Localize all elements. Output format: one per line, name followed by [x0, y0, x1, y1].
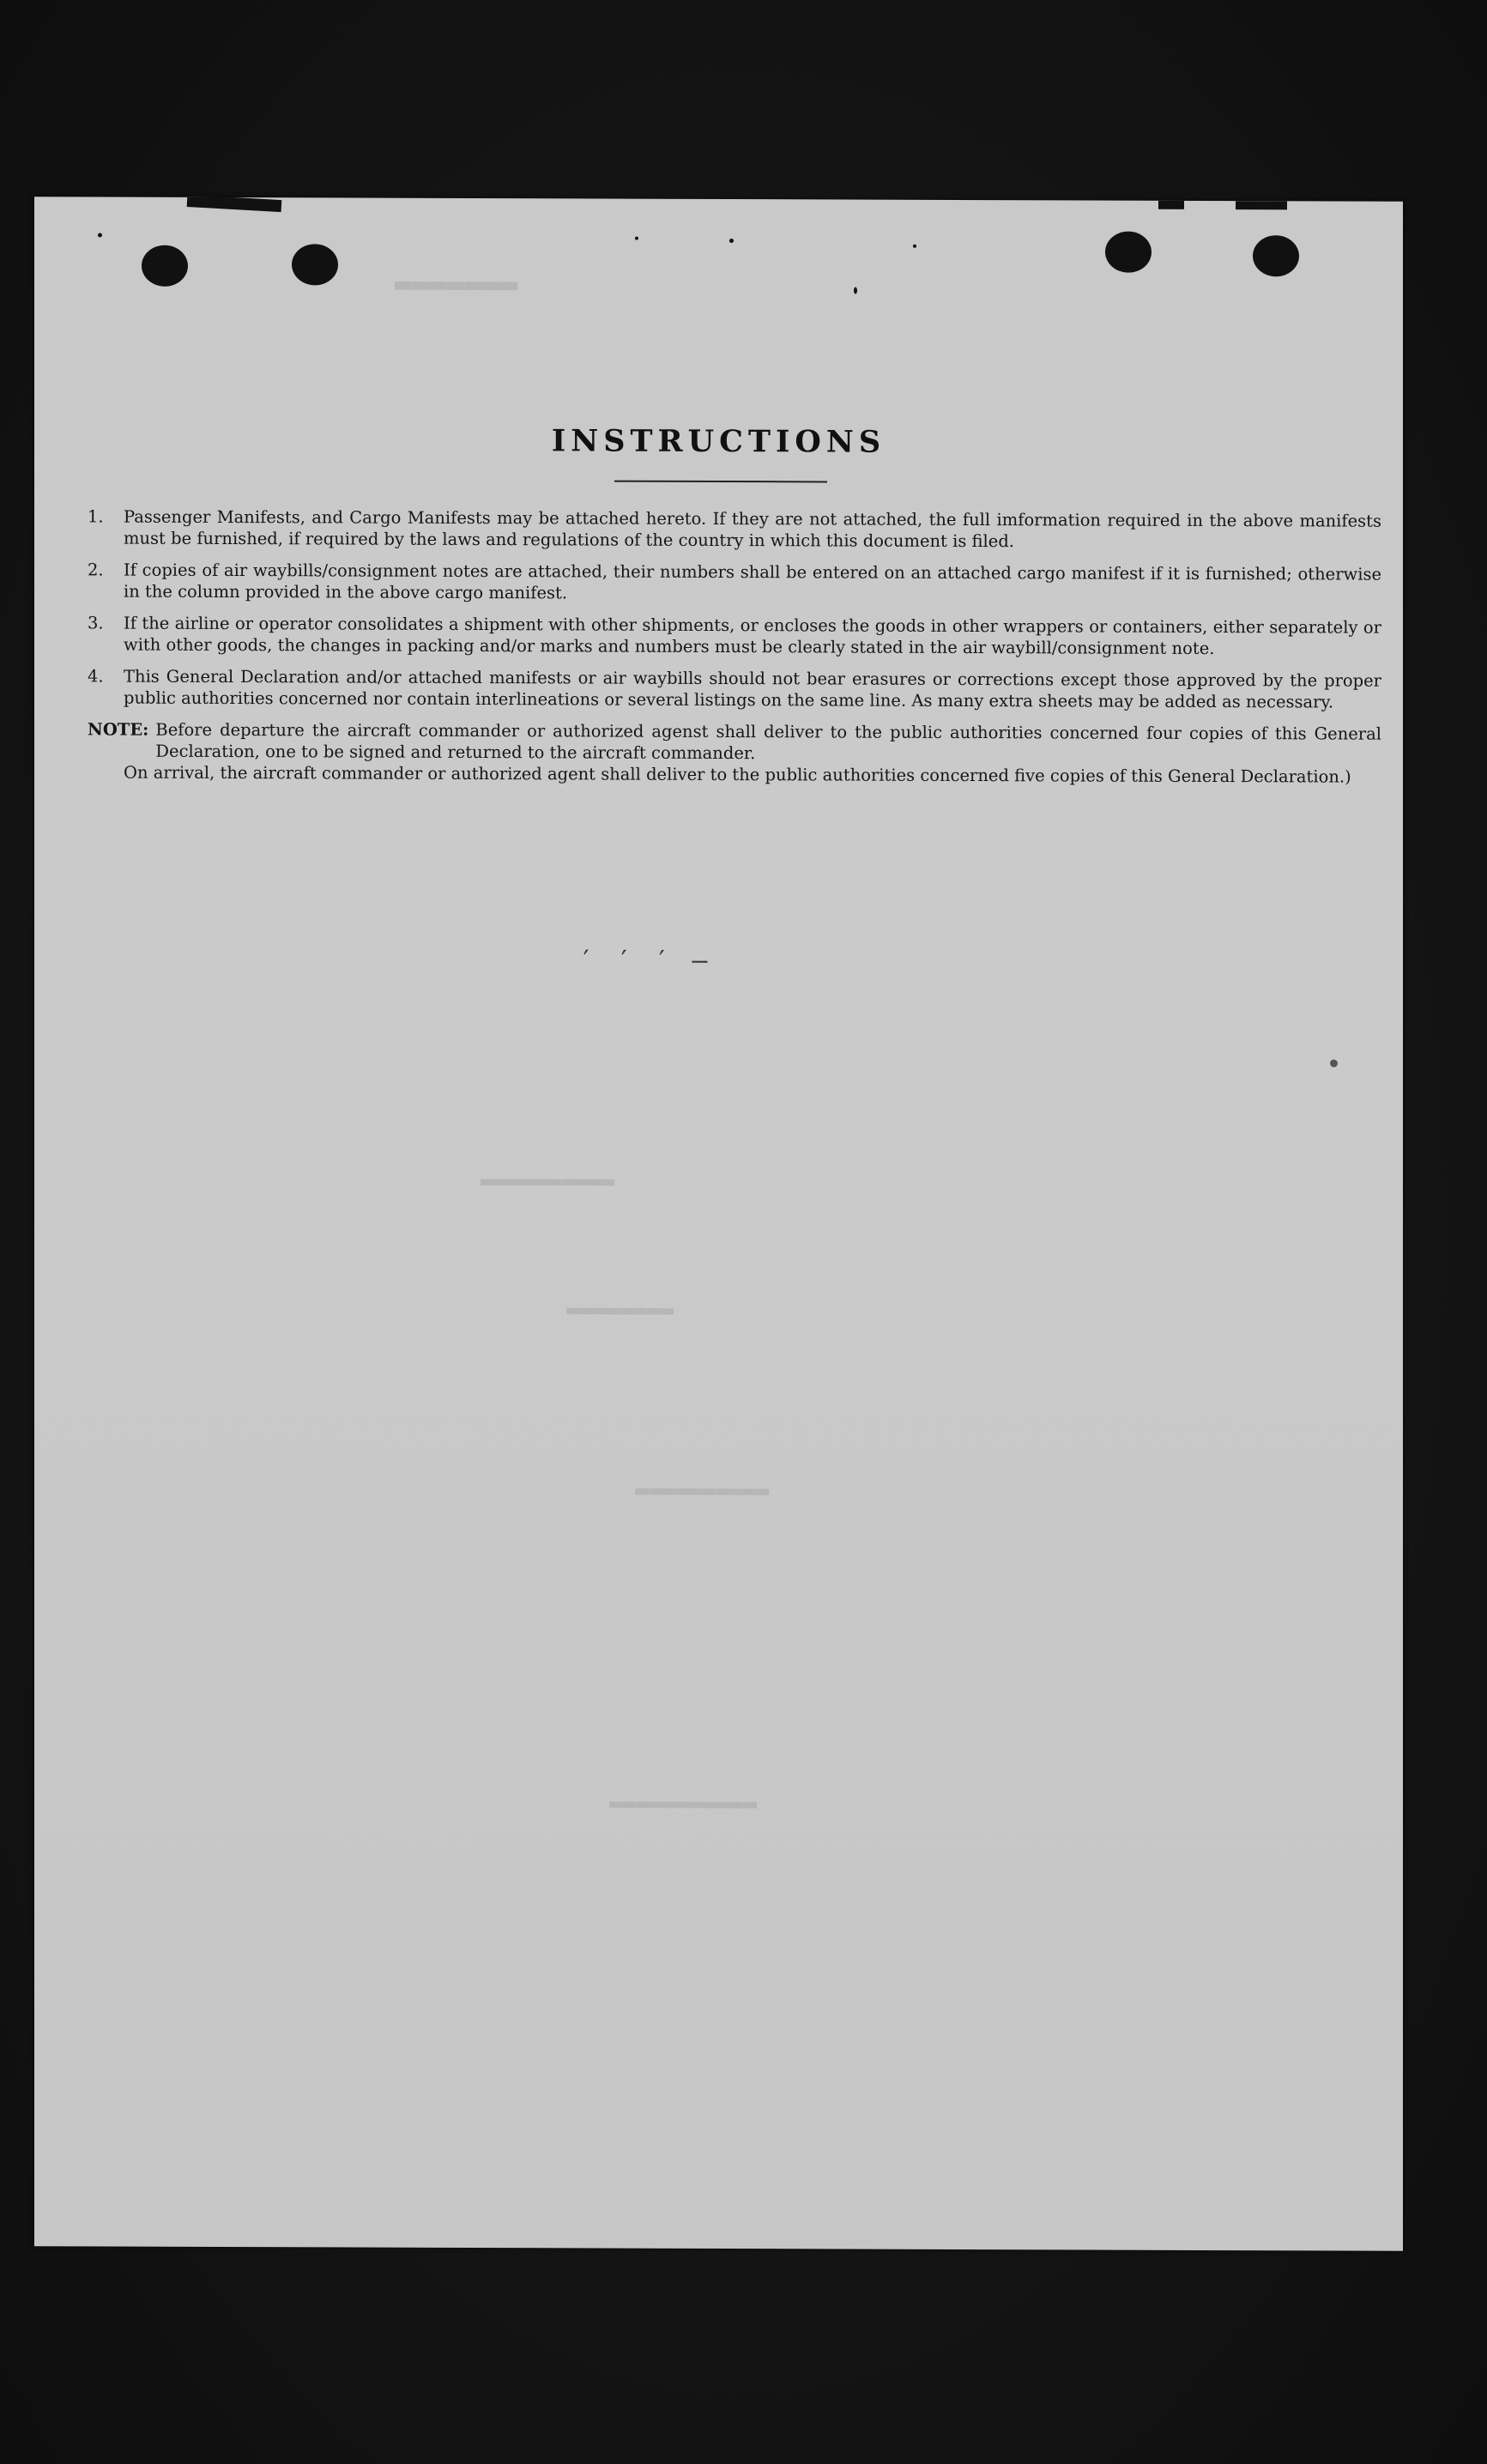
document-page: [34, 197, 1403, 2251]
torn-edge: [1236, 201, 1287, 209]
speck: [729, 239, 734, 243]
punch-hole: [142, 245, 188, 287]
instruction-number: 1.: [88, 506, 104, 527]
instruction-item: [88, 665, 1381, 712]
instruction-number: 2.: [88, 560, 104, 580]
bleed-through: ▬▬▬▬▬▬▬▬: [566, 1297, 674, 1323]
instructions-list: [88, 506, 1381, 787]
bleed-through: ▬▬▬▬▬▬▬▬▬▬▬: [609, 1790, 758, 1818]
note-label: NOTE:: [88, 719, 149, 740]
page-title: INSTRUCTIONS: [551, 423, 886, 460]
bleed-through: ▬▬▬▬▬▬▬: [395, 266, 518, 302]
speck: [1330, 1059, 1338, 1067]
note-block: [88, 718, 1381, 787]
torn-edge: [1158, 201, 1184, 209]
speck: [854, 288, 857, 294]
instruction-text: If copies of air waybills/consignment notes are attached, their numbers shall be entered on an attached cargo manifest if it is furnished; otherwise in the column provided in the above cargo manifest.: [124, 560, 1381, 603]
instruction-text: Passenger Manifests, and Cargo Manifests may be attached hereto. If they are not attached, the full imformation required in the above manifests must be furnished, if required by the laws and regulations of the country in which this document is filed.: [124, 506, 1381, 552]
torn-edge: [187, 197, 282, 212]
speck: [98, 233, 102, 237]
instruction-number: 3.: [88, 613, 104, 633]
speck: [913, 245, 916, 248]
punch-hole: [1105, 232, 1152, 273]
punch-hole: [1253, 235, 1299, 276]
bleed-through: ▬▬▬▬▬▬▬▬▬▬: [481, 1168, 615, 1195]
bleed-through: ▬▬▬▬▬▬▬▬▬▬: [635, 1477, 770, 1504]
note-continuation: On arrival, the aircraft commander or authorized agent shall deliver to the public authorities concerned five copies of this General Declaration.): [124, 762, 1351, 787]
note-text: Before departure the aircraft commander or authorized agenst shall deliver to the public authorities concerned four copies of this General Declaration, one to be signed and returned to the aircraft commander.: [155, 719, 1381, 764]
handwritten-mark: ′ ′ ′ —: [578, 945, 711, 976]
instruction-text: This General Declaration and/or attached manifests or air waybills should not bear erasures or corrections except those approved by the proper public authorities concerned nor contain interlineations or several listings on the same line. As many extra sheets may be added as necessary.: [124, 666, 1381, 712]
punch-hole: [292, 244, 338, 285]
instruction-text: If the airline or operator consolidates a shipment with other shipments, or encloses the goods in other wrappers or containers, either separately or with other goods, the changes in packing and/or marks and numbers must be clearly stated in the air waybill/consignment note.: [124, 613, 1381, 659]
speck: [635, 237, 638, 240]
note-line: [88, 718, 1381, 766]
instruction-item: [88, 506, 1381, 553]
instruction-number: 4.: [88, 666, 104, 687]
title-underline: [614, 481, 827, 483]
instruction-item: [88, 559, 1381, 606]
instruction-item: [88, 612, 1381, 659]
